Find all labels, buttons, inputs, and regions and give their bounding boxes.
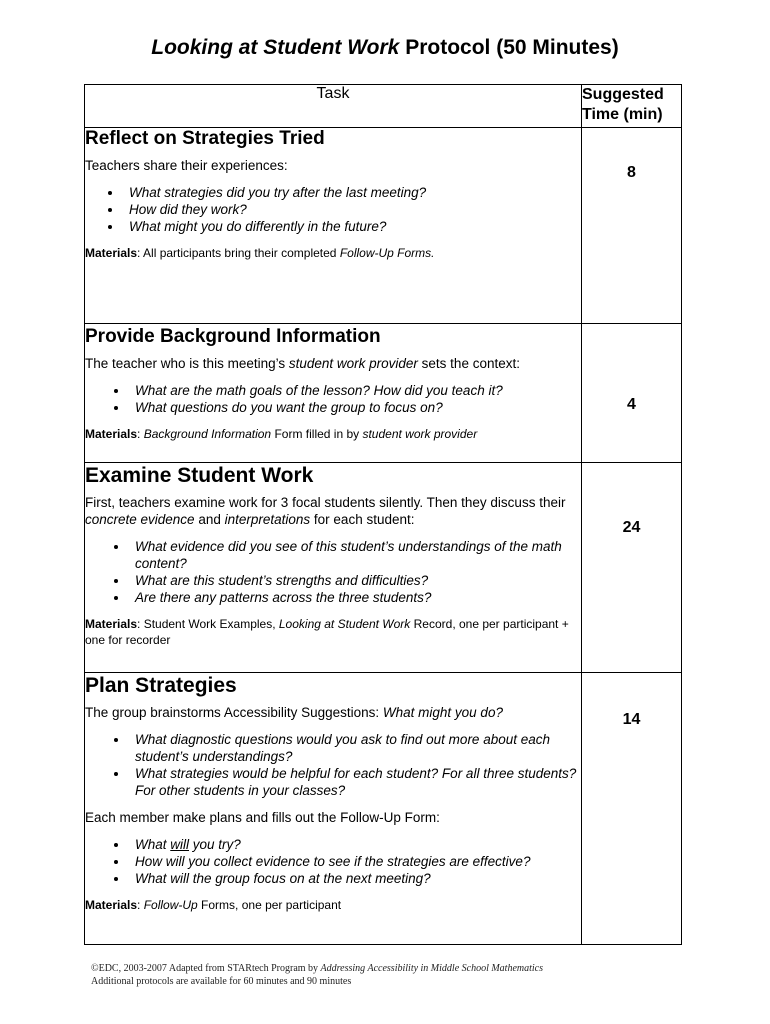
time-cell: 8	[582, 128, 682, 324]
question-list	[85, 382, 581, 416]
list-item: • Are there any patterns across the three students?	[129, 589, 581, 606]
section-intro: The group brainstorms Accessibility Suggestions: What might you do?	[85, 705, 503, 720]
materials-note: Materials: All participants bring their completed Follow-Up Forms.	[85, 246, 435, 260]
section-title: Provide Background Information	[85, 326, 381, 347]
list-item: • What are this student’s strengths and difficulties?	[129, 572, 581, 589]
task-column-header: Task	[85, 85, 582, 128]
table-row	[85, 673, 682, 945]
list-item: • How will you collect evidence to see if the strategies are effective?	[129, 853, 581, 870]
materials-note: Materials: Background Information Form filled in by student work provider	[85, 427, 478, 441]
table-row	[85, 324, 682, 463]
section-title: Examine Student Work	[85, 464, 314, 487]
section-title: Plan Strategies	[85, 674, 237, 697]
list-item: • What will you try?	[129, 836, 581, 853]
time-cell: 24	[582, 463, 682, 673]
page-title: Looking at Student Work Protocol (50 Minutes)	[151, 36, 619, 59]
list-item: • What will the group focus on at the next meeting?	[129, 870, 581, 887]
list-item: • What questions do you want the group to focus on?	[129, 399, 581, 416]
footer-line-2: Additional protocols are available for 60 minutes and 90 minutes	[91, 976, 352, 987]
section-reflect	[85, 128, 582, 324]
section-intro: Teachers share their experiences:	[85, 158, 288, 173]
list-item: • What evidence did you see of this student’s understandings of the math content?	[129, 538, 581, 572]
section-examine	[85, 463, 582, 673]
table-row	[85, 463, 682, 673]
question-list	[85, 538, 581, 606]
time-column-header: Suggested Time (min)	[582, 85, 682, 128]
table-header-row	[85, 85, 682, 128]
plan-list	[85, 836, 581, 887]
list-item: • What strategies would be helpful for each student? For all three students? For other students in your classes?	[129, 765, 581, 799]
section-intro: The teacher who is this meeting’s student work provider sets the context:	[85, 356, 520, 371]
list-item: • What diagnostic questions would you ask to find out more about each student’s understandings?	[129, 731, 581, 765]
section-intro-2: Each member make plans and fills out the Follow-Up Form:	[85, 810, 440, 825]
footer	[91, 962, 543, 988]
section-title: Reflect on Strategies Tried	[85, 128, 325, 149]
list-item: • What might you do differently in the future?	[123, 218, 581, 235]
question-list	[85, 731, 581, 799]
time-cell: 4	[582, 324, 682, 463]
question-list	[85, 184, 581, 235]
table-row	[85, 128, 682, 324]
footer-line-1: ©EDC, 2003-2007 Adapted from STARtech Program by Addressing Accessibility in Middle School Mathematics	[91, 963, 544, 974]
list-item: • What strategies did you try after the last meeting?	[123, 184, 581, 201]
list-item: • What are the math goals of the lesson? How did you teach it?	[129, 382, 581, 399]
section-plan	[85, 673, 582, 945]
protocol-table	[84, 84, 682, 945]
section-background	[85, 324, 582, 463]
materials-note: Materials: Follow-Up Forms, one per participant	[85, 898, 342, 912]
time-cell: 14	[582, 673, 682, 945]
materials-note: Materials: Student Work Examples, Looking at Student Work Record, one per participant + one for recorder	[85, 617, 569, 647]
section-intro: First, teachers examine work for 3 focal students silently. Then they discuss their concrete evidence and interpretations for each student:	[85, 495, 566, 527]
list-item: • How did they work?	[123, 201, 581, 218]
